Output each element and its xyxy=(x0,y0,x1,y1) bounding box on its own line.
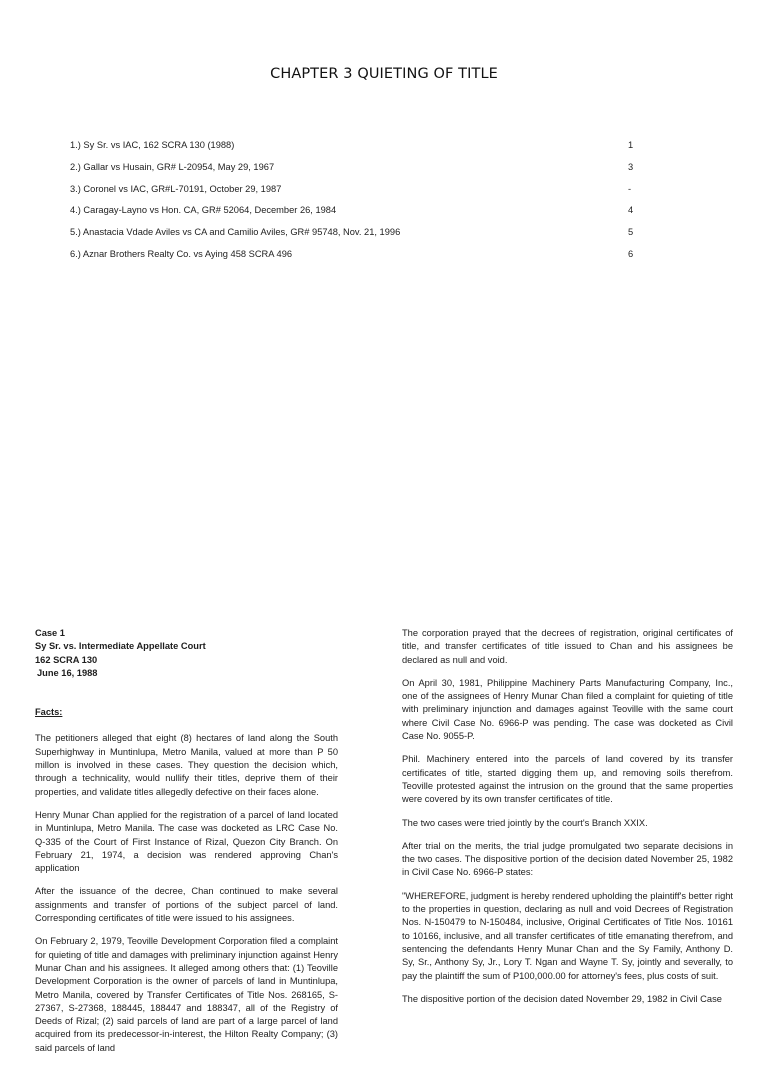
right-column xyxy=(402,627,733,1016)
toc-page-number: 3 xyxy=(628,161,634,172)
toc-entry: 3.) Coronel vs IAC, GR#L-70191, October 29, 1987 xyxy=(70,183,282,194)
paragraph: After trial on the merits, the trial judge promulgated two separate decisions in the two cases. The dispositive portion of the decision dated November 25, 1982 in Civil Case No. 6966-P states: xyxy=(402,840,733,878)
toc-row xyxy=(70,244,640,266)
facts-heading: Facts: xyxy=(35,707,63,718)
toc-entry: 6.) Aznar Brothers Realty Co. vs Aying 458 SCRA 496 xyxy=(70,248,293,259)
toc-page-number: 5 xyxy=(628,227,634,238)
paragraph: Henry Munar Chan applied for the registration of a parcel of land located in Muntinlupa, Metro Manila. The case was docketed as LRC Case No. Q-335 of the Court of First Instance of Rizal, Quezon City Branch. On February 21, 1974, a decision was rendered approving Chan's application xyxy=(35,809,338,874)
paragraph: "WHEREFORE, judgment is hereby rendered upholding the plaintiff's better right to the properties in question, declaring as null and void Decrees of Registration Nos. N-150479 to N-150484, inclusive, Original Certificates of Title Nos. 10161 to 10166, inclusive, and all transfer certificates of title emanating therefrom, and sentencing the defendants Henry Munar Chan and the Sy Family, Anthony D. Sy, Sr., Anthony Sy, Jr., Lory T. Ngan and Wayne T. Sy, jointly and severally, to pay the plaintiff the sum of P100,000.00 for attorney's fees, plus costs of suit. xyxy=(402,890,733,981)
table-of-contents xyxy=(70,135,640,266)
toc-row xyxy=(70,135,640,157)
paragraph: On April 30, 1981, Philippine Machinery Parts Manufacturing Company, Inc., one of the assignees of Henry Munar Chan filed a complaint for quieting of title with preliminary injunction and damages against Teoville with the same court where Civil Case No. 6966-P was pending. The case was docketed as Civil Case No. 9055-P. xyxy=(402,677,733,742)
paragraph: The corporation prayed that the decrees of registration, original certificates of title, and transfer certificates of title issued to Chan and his assignees be declared as null and void. xyxy=(402,628,733,665)
paragraph: After the issuance of the decree, Chan continued to make several assignments and transfer of portions of the subject parcel of land. Corresponding certificates of title were issued to his assignees. xyxy=(35,886,338,924)
case-title: Sy Sr. vs. Intermediate Appellate Court xyxy=(35,641,206,652)
toc-page-number: - xyxy=(628,183,632,194)
chapter-title: CHAPTER 3 QUIETING OF TITLE xyxy=(270,66,498,82)
paragraph: The petitioners alleged that eight (8) hectares of land along the South Superhighway in Muntinlupa, Metro Manila, valued at more than P 50 millon is involved in these cases. They question the decision which, through a technicality, would nullify their titles, deprive them of their properties, and validate titles allegedly defective on their faces alone. xyxy=(35,733,338,797)
case-citation: 162 SCRA 130 xyxy=(35,654,98,665)
case-date: June 16, 1988 xyxy=(37,667,98,678)
toc-row xyxy=(70,200,640,222)
toc-entry: 5.) Anastacia Vdade Aviles vs CA and Camilio Aviles, GR# 95748, Nov. 21, 1996 xyxy=(70,227,401,238)
toc-page-number: 6 xyxy=(628,248,634,259)
paragraph: On February 2, 1979, Teoville Development Corporation filed a complaint for quieting of title and damages with preliminary injunction against Henry Munar Chan and his assignees. It alleged among others that: (1) Teoville Development Corporation is the owner of parcels of land in Muntinlupa, Metro Manila, covered by Transfer Certificates of Title Nos. 268165, S-27367, S-27368, 188445, 188447 and 188347, all of the Registry of Deeds of Rizal; (2) said parcels of land are part of a large parcel of land acquired from its predecessor-in-interest, the Hilton Realty Company; (3) said parcels of land xyxy=(35,936,338,1053)
left-column xyxy=(35,627,338,1065)
case-header xyxy=(35,627,338,680)
paragraph: The dispositive portion of the decision dated November 29, 1982 in Civil Case xyxy=(402,993,722,1004)
toc-page-number: 4 xyxy=(628,205,634,216)
toc-page-number: 1 xyxy=(628,140,634,150)
toc-entry: 4.) Caragay-Layno vs Hon. CA, GR# 52064, December 26, 1984 xyxy=(70,205,337,216)
toc-entry: 2.) Gallar vs Husain, GR# L-20954, May 29, 1967 xyxy=(70,161,275,172)
toc-entry: 1.) Sy Sr. vs IAC, 162 SCRA 130 (1988) xyxy=(70,140,235,150)
paragraph: The two cases were tried jointly by the court's Branch XXIX. xyxy=(402,817,648,828)
toc-row xyxy=(70,179,640,201)
case-label: Case 1 xyxy=(35,628,65,638)
toc-row xyxy=(70,222,640,244)
toc-row xyxy=(70,157,640,179)
paragraph: Phil. Machinery entered into the parcels of land covered by its transfer certificates of title, started digging them up, and removing soils therefrom. Teoville protested against the intrusion on the ground that the same properties were covered by its own transfer certificates of title. xyxy=(402,754,733,805)
